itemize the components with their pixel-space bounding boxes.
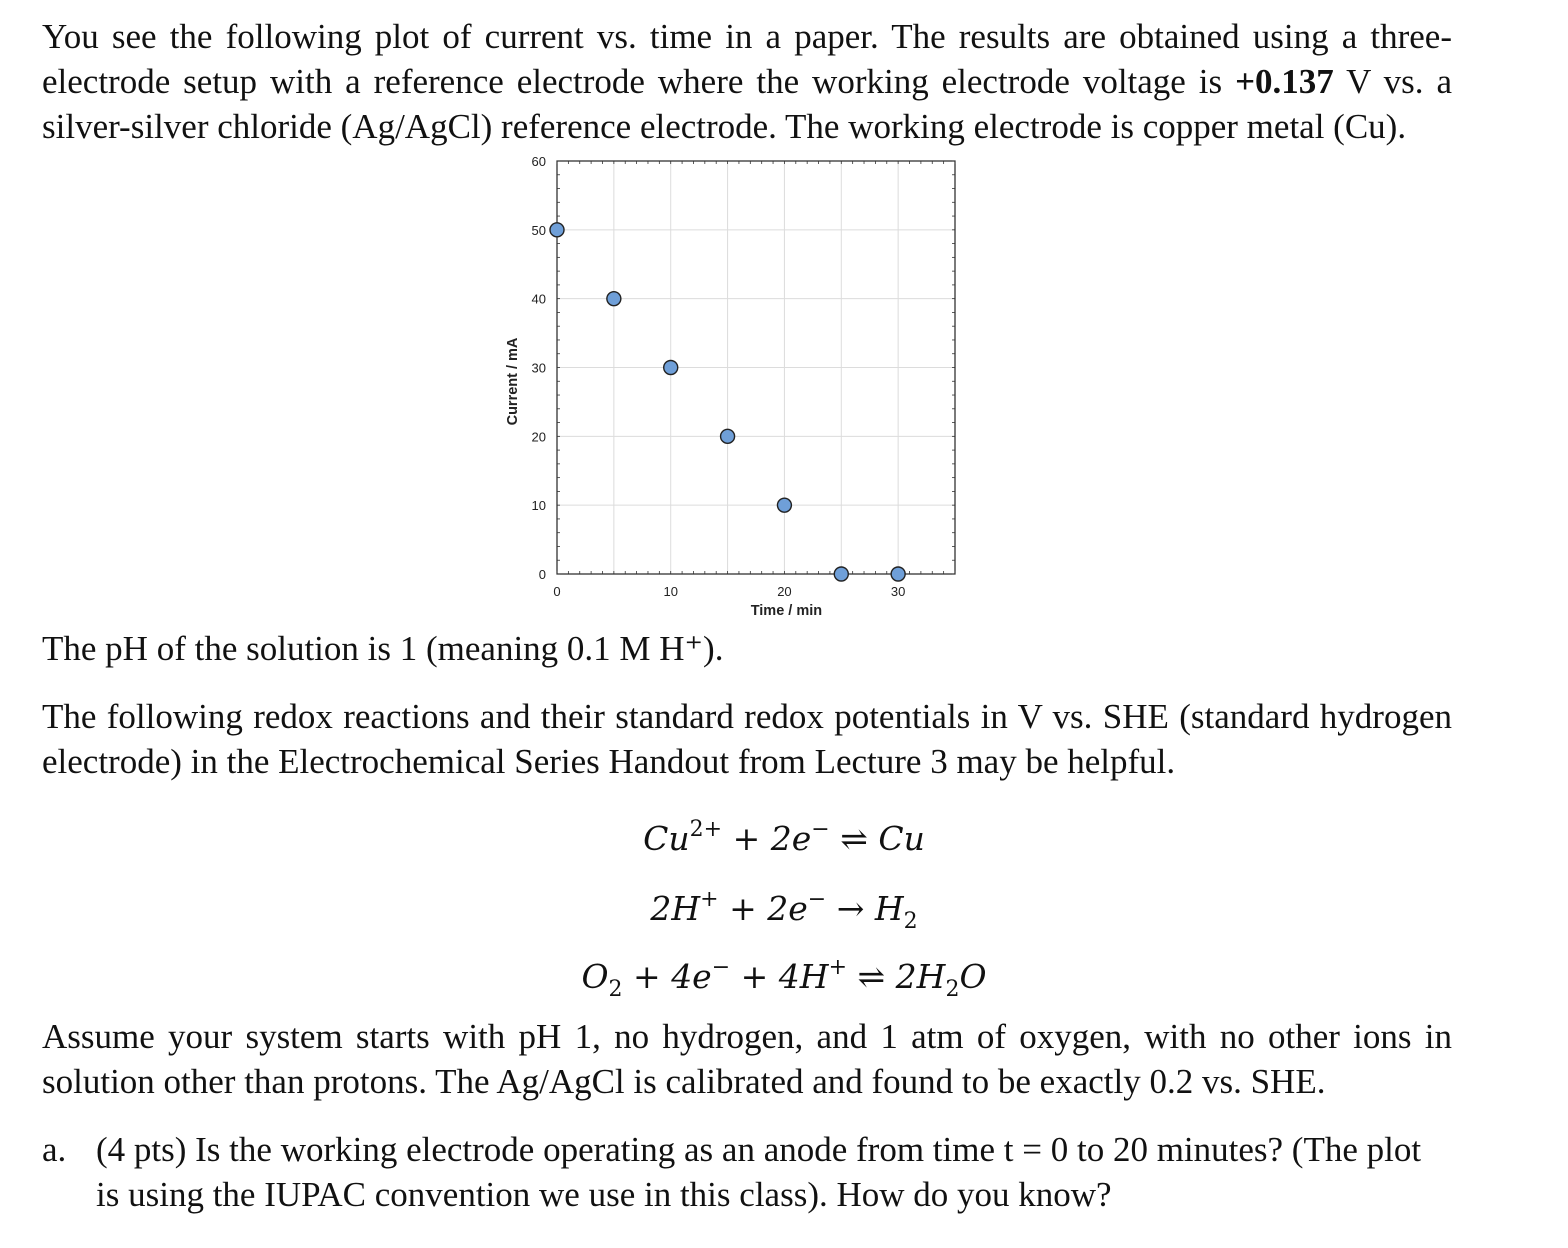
y-tick-label: 50 [531,222,546,238]
x-tick-label: 20 [777,584,792,599]
y-axis-label: Current / mA [505,337,521,426]
equation-copper: $Cu^{2+} + 2e^-$ ⇌ Cu [643,817,925,858]
intro-text-2: V vs. a silver-silver chloride (Ag/AgCl) reference electrode. The working electrode is copper metal (Cu). [42,62,1453,146]
redox-intro: The following redox reactions and their standard redox potentials in V vs. SHE (standard hydrogen electrode) in the Electrochemical Series Handout from Lecture 3 may be helpful. [42,697,1452,781]
x-tick-label: 0 [553,584,561,599]
intro-text-1: You see the following plot of current vs. time in a paper. The results are obtained using a three-electrode setup with a reference electrode where the working electrode voltage is [42,17,1452,101]
data-point [834,567,848,581]
x-tick-label: 10 [663,584,678,599]
ph-statement: The pH of the solution is 1 (meaning 0.1 M H⁺). [42,629,724,668]
data-point [891,567,905,581]
equation-oxygen: $O_2 + 4e^- + 4H^+$ ⇌ $2H_2O$ [581,955,987,1002]
question-a-text: (4 pts) Is the working electrode operating as an anode from time t = 0 to 20 minutes? (The plot is using the IUPAC convention we use in this class). How do you know? [96,1130,1422,1214]
equation-hydrogen: $2H^+ + 2e^- \to H_2$ [650,887,918,934]
y-tick-label: 10 [531,498,546,514]
data-point [664,361,678,375]
current-vs-time-chart [490,145,970,625]
data-point [550,223,564,237]
x-tick-label: 30 [890,584,906,599]
y-tick-label: 20 [531,429,546,445]
question-a-label: a. [42,1130,67,1169]
assumption-paragraph: Assume your system starts with pH 1, no hydrogen, and 1 atm of oxygen, with no other ions in solution other than protons. The Ag/AgCl is calibrated and found to be exactly 0.2 vs. SHE. [42,1017,1452,1101]
voltage-value: +0.137 [1235,62,1334,101]
data-point [607,292,621,306]
intro-paragraph [42,14,1452,149]
data-point [721,429,735,443]
y-tick-label: 30 [531,360,546,376]
y-tick-label: 60 [531,154,546,169]
y-tick-label: 0 [538,567,546,582]
data-point [777,498,791,512]
y-tick-label: 40 [531,291,546,307]
x-axis-label: Time / min [750,603,823,619]
